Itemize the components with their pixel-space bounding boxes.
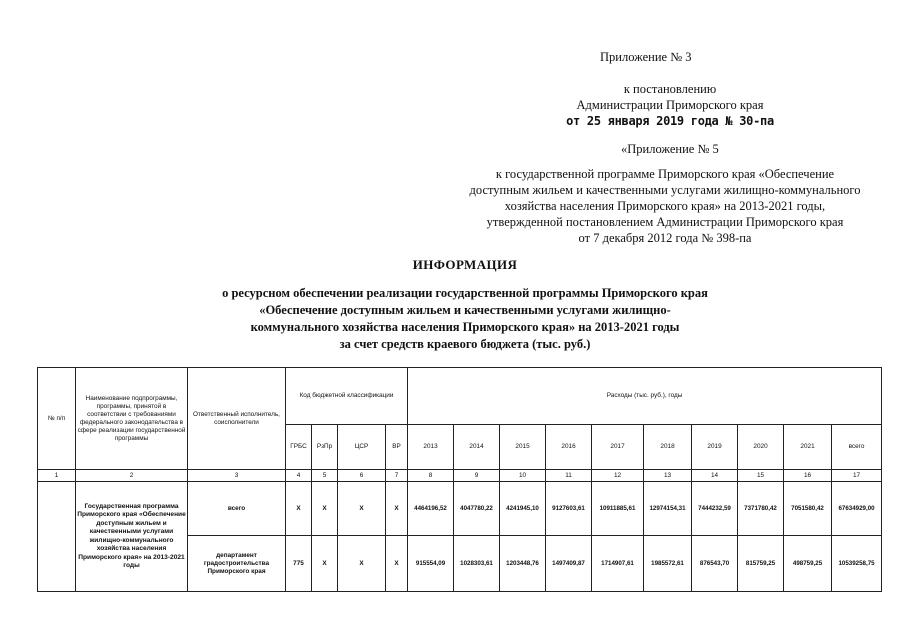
- program-name-cell: Государственная программа Приморского края «Обеспечение доступным жильем и качественными услугами жилищно-коммунального хозяйства населения Приморского края» на 2013-2021 годы: [76, 482, 188, 592]
- code-cell: X: [386, 482, 408, 536]
- index-cell: 17: [832, 470, 882, 482]
- index-cell: 16: [784, 470, 832, 482]
- program-line: к государственной программе Приморского края «Обеспечение: [495, 167, 835, 181]
- value-cell: 4241945,10: [500, 482, 546, 536]
- value-cell: 67634929,00: [832, 482, 882, 536]
- subheader-cell: 2016: [546, 425, 592, 470]
- to-resolution-line: к постановлению: [623, 82, 717, 96]
- index-cell: 2: [76, 470, 188, 482]
- value-cell: 7371780,42: [738, 482, 784, 536]
- value-cell: 12974154,31: [644, 482, 692, 536]
- code-cell: 775: [286, 536, 312, 592]
- code-cell: X: [338, 482, 386, 536]
- value-cell: 7444232,59: [692, 482, 738, 536]
- index-cell: 3: [188, 470, 286, 482]
- index-cell: 10: [500, 470, 546, 482]
- program-line: доступным жильем и качественными услугами жилищно-коммунального: [469, 183, 861, 197]
- subheader-cell: 2020: [738, 425, 784, 470]
- value-cell: 498759,25: [784, 536, 832, 592]
- index-cell: 13: [644, 470, 692, 482]
- value-cell: 1985572,61: [644, 536, 692, 592]
- appendix5-label: «Приложение № 5: [621, 142, 719, 156]
- table-row: [38, 482, 882, 536]
- subheader-cell: всего: [832, 425, 882, 470]
- index-cell: 14: [692, 470, 738, 482]
- index-cell: 15: [738, 470, 784, 482]
- value-cell: 915554,09: [408, 536, 454, 592]
- resolution-ref: [560, 81, 780, 129]
- subheader-cell: ЦСР: [338, 425, 386, 470]
- resource-table: [37, 367, 882, 592]
- title-line: о ресурсном обеспечении реализации государственной программы Приморского края: [222, 286, 708, 300]
- subheader-cell: 2017: [592, 425, 644, 470]
- code-cell: X: [312, 482, 338, 536]
- document-title: [150, 256, 780, 353]
- subheader-cell: 2013: [408, 425, 454, 470]
- header-expenses: Расходы (тыс. руб.), годы: [408, 368, 882, 425]
- resolution-date-stamp: от 25 января 2019 года № 30-па: [566, 114, 774, 128]
- value-cell: 10911885,61: [592, 482, 644, 536]
- appendix-label: Приложение № 3: [600, 50, 692, 64]
- index-cell: 7: [386, 470, 408, 482]
- subheader-cell: 2019: [692, 425, 738, 470]
- value-cell: 1203448,76: [500, 536, 546, 592]
- index-cell: 4: [286, 470, 312, 482]
- program-line: утвержденной постановлением Администрации Приморского края: [486, 215, 844, 229]
- code-cell: X: [338, 536, 386, 592]
- index-cell: 1: [38, 470, 76, 482]
- code-cell: X: [312, 536, 338, 592]
- administration-line: Администрации Приморского края: [576, 98, 764, 112]
- index-cell: 6: [338, 470, 386, 482]
- header-num: № п/п: [38, 368, 76, 470]
- subheader-cell: 2018: [644, 425, 692, 470]
- value-cell: 1028303,61: [454, 536, 500, 592]
- subheader-cell: ВР: [386, 425, 408, 470]
- value-cell: 876543,70: [692, 536, 738, 592]
- subheader-cell: 2021: [784, 425, 832, 470]
- subheader-cell: ГРБС: [286, 425, 312, 470]
- title-line: «Обеспечение доступным жильем и качественными услугами жилищно-: [259, 303, 671, 317]
- value-cell: 1497409,87: [546, 536, 592, 592]
- header-responsible: Ответственный исполнитель, соисполнители: [188, 368, 286, 470]
- index-cell: 5: [312, 470, 338, 482]
- title-line: за счет средств краевого бюджета (тыс. руб.): [339, 337, 591, 351]
- table-header-row: [38, 368, 882, 425]
- program-line: от 7 декабря 2012 года № 398-па: [578, 231, 752, 245]
- code-cell: X: [286, 482, 312, 536]
- index-cell: 8: [408, 470, 454, 482]
- code-cell: X: [386, 536, 408, 592]
- value-cell: 1714907,61: [592, 536, 644, 592]
- row-num-cell: [38, 482, 76, 592]
- value-cell: 4047780,22: [454, 482, 500, 536]
- index-cell: 12: [592, 470, 644, 482]
- header-name: Наименование подпрограммы, программы, принятой в соответствии с требованиями федерального законодательства в сфере реализации государственной программы: [76, 368, 188, 470]
- header-budget-code: Код бюджетной классификации: [286, 368, 408, 425]
- responsible-cell: всего: [188, 482, 286, 536]
- index-cell: 11: [546, 470, 592, 482]
- column-index-row: [38, 470, 882, 482]
- subheader-cell: 2014: [454, 425, 500, 470]
- title-heading: ИНФОРМАЦИЯ: [412, 257, 518, 272]
- responsible-cell: департамент градостроительства Приморского края: [188, 536, 286, 592]
- program-line: хозяйства населения Приморского края» на 2013-2021 годы,: [504, 199, 826, 213]
- subheader-cell: РзПр: [312, 425, 338, 470]
- value-cell: 10539258,75: [832, 536, 882, 592]
- value-cell: 7051580,42: [784, 482, 832, 536]
- value-cell: 4464196,52: [408, 482, 454, 536]
- subheader-cell: 2015: [500, 425, 546, 470]
- value-cell: 9127603,61: [546, 482, 592, 536]
- title-line: коммунального хозяйства населения Приморского края» на 2013-2021 годы: [250, 320, 680, 334]
- program-reference: [430, 166, 900, 246]
- value-cell: 815759,25: [738, 536, 784, 592]
- index-cell: 9: [454, 470, 500, 482]
